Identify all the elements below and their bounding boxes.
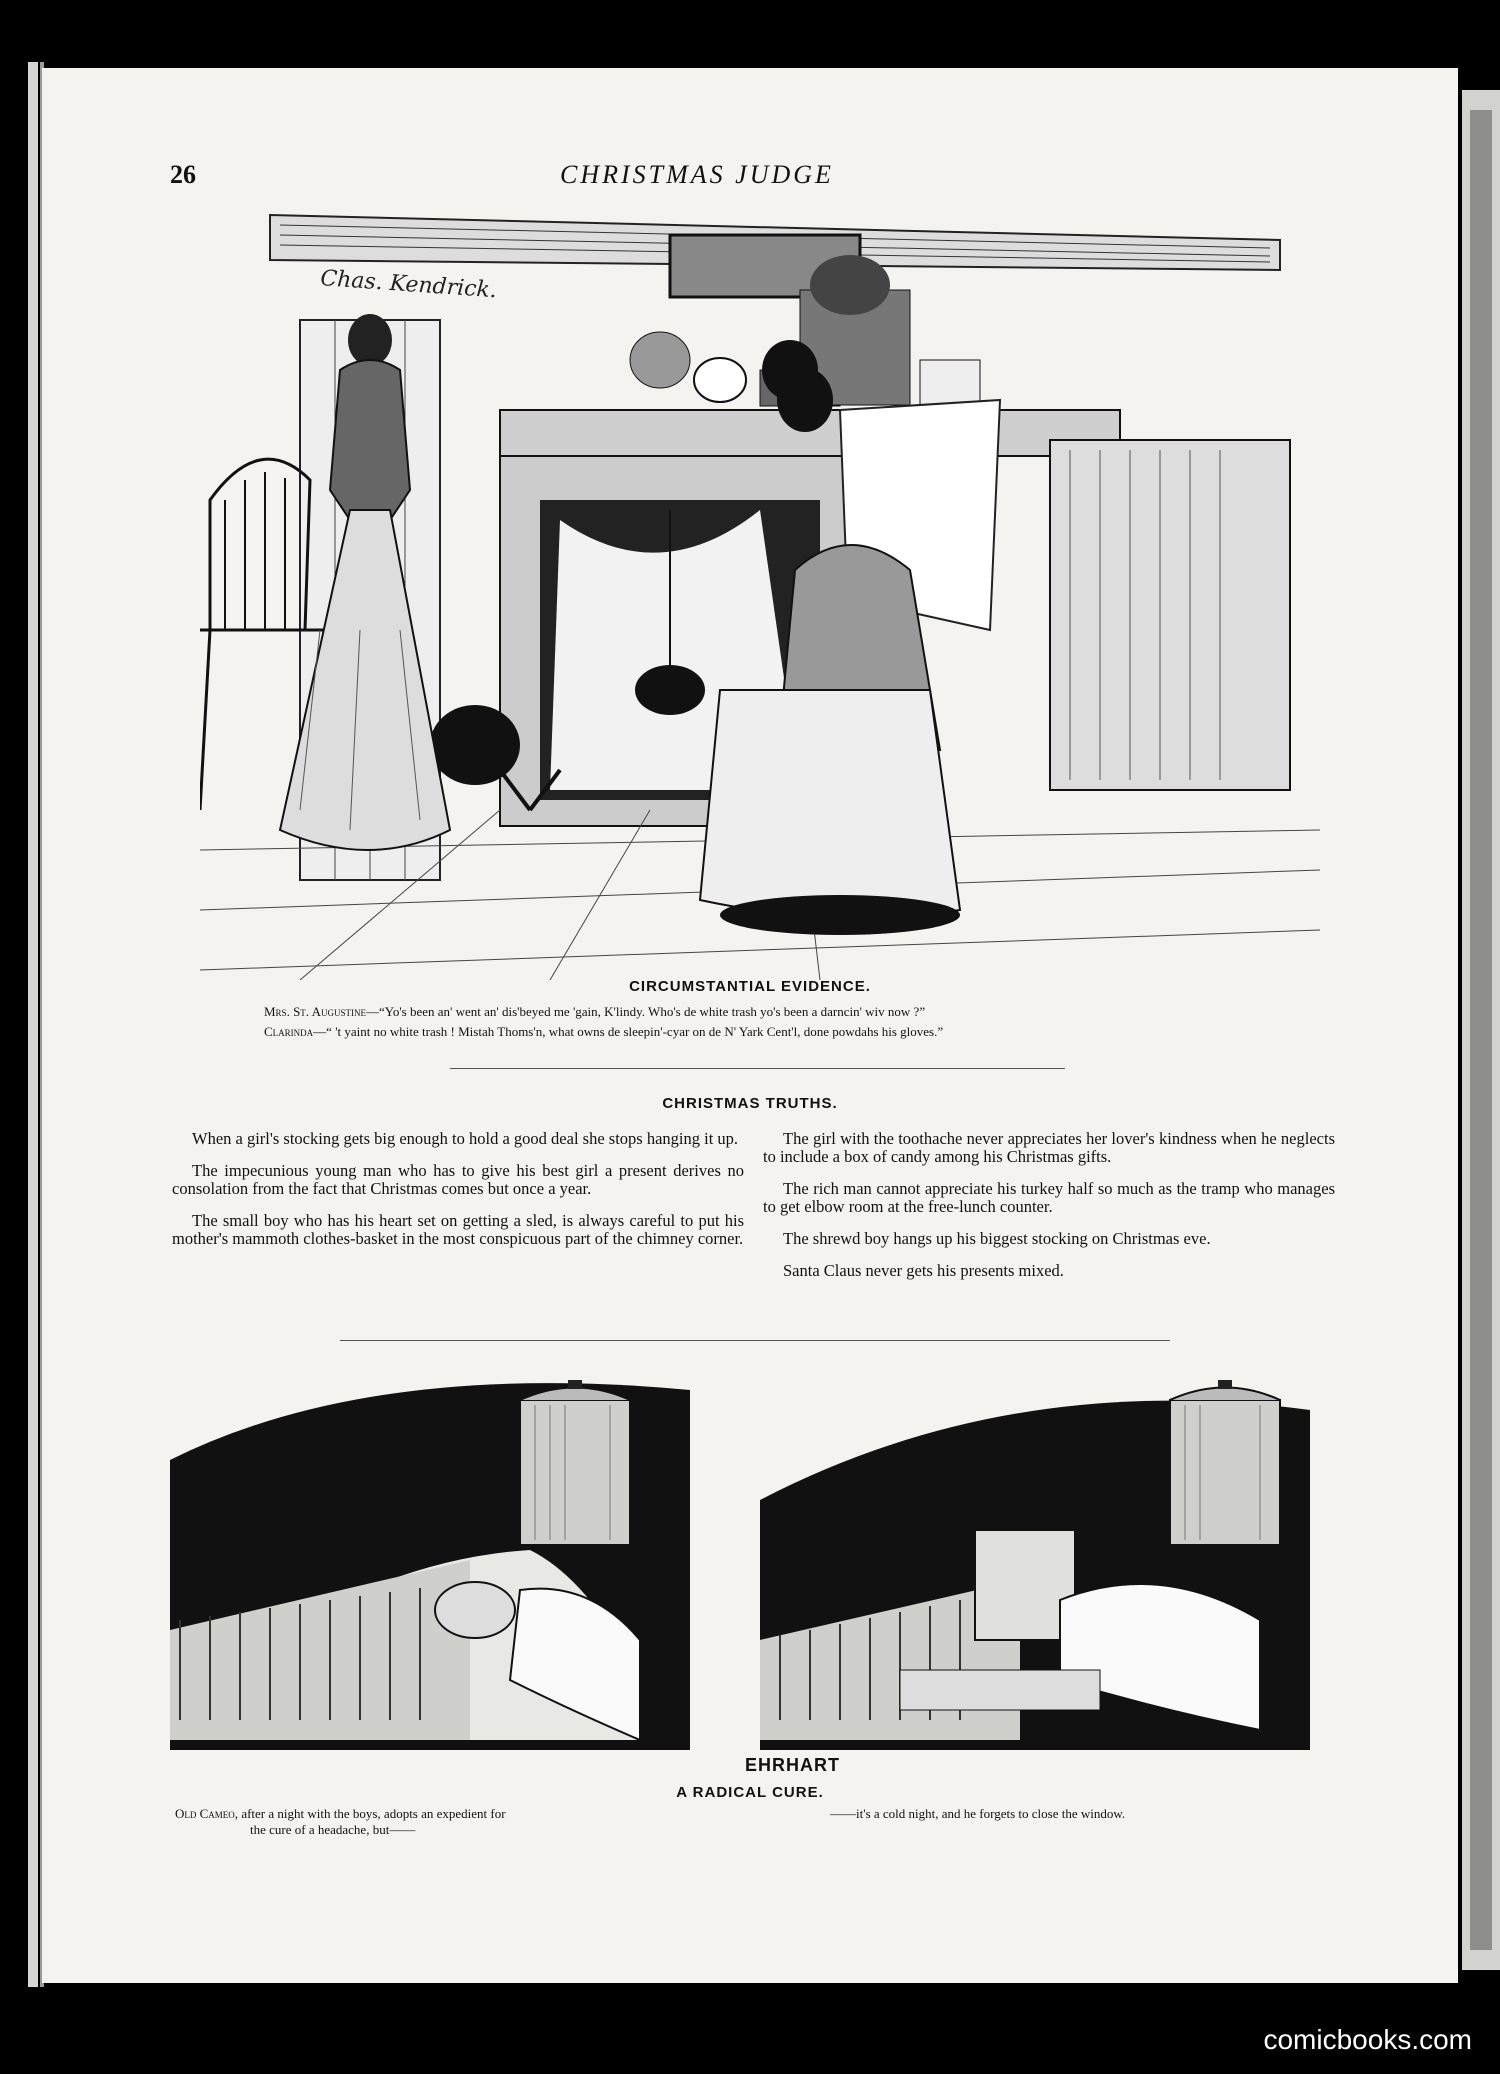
truth-paragraph: The small boy who has his heart set on getting a sled, is always careful to put his mother's mammoth clothes-basket in the most conspicuous part of the chimney corner. bbox=[172, 1211, 744, 1248]
site-watermark: comicbooks.com bbox=[1263, 2024, 1472, 2055]
top-caption-line-1 bbox=[264, 1004, 925, 1020]
top-caption-title: CIRCUMSTANTIAL EVIDENCE. bbox=[629, 978, 871, 995]
christmas-truths-right-column bbox=[763, 1130, 1335, 1294]
truth-paragraph: The girl with the toothache never appreciates her lover's kindness when he neglects to include a box of candy among his Christmas gifts. bbox=[763, 1129, 1335, 1166]
divider-rule-2 bbox=[340, 1340, 1170, 1341]
artist-signature: Chas. Kendrick. bbox=[319, 266, 498, 304]
speaker-mrs-st-augustine: Mrs. St. Augustine bbox=[264, 1004, 366, 1019]
speaker-clarinda: Clarinda bbox=[264, 1024, 314, 1039]
bottom-caption-left-line-1: Old Cameo, after a night with the boys, adopts an expedient for bbox=[175, 1806, 506, 1821]
bottom-caption-right: ——it's a cold night, and he forgets to close the window. bbox=[830, 1806, 1126, 1821]
truth-paragraph: Santa Claus never gets his presents mixed. bbox=[783, 1261, 1064, 1280]
hearth-scene-illustration bbox=[200, 210, 1320, 980]
radical-cure-panel-right bbox=[760, 1380, 1320, 1750]
dialogue-line-1: —“Yo's been an' went an' dis'beyed me 'gain, K'lindy. Who's de white trash yo's been a darncin' wiv now ?” bbox=[365, 1004, 926, 1019]
radical-cure-panel-left bbox=[170, 1380, 700, 1750]
truth-paragraph: The rich man cannot appreciate his turkey half so much as the tramp who manages to get elbow room at the free-lunch counter. bbox=[763, 1179, 1335, 1216]
truth-paragraph: When a girl's stocking gets big enough to hold a good deal she stops hanging it up. bbox=[192, 1129, 739, 1148]
top-caption-line-2 bbox=[264, 1024, 943, 1040]
bottom-caption-left bbox=[175, 1806, 675, 1838]
facing-page-gutter bbox=[1470, 110, 1492, 1950]
truth-paragraph: The shrewd boy hangs up his biggest stocking on Christmas eve. bbox=[783, 1229, 1211, 1248]
bottom-caption-left-line-2: the cure of a headache, but—— bbox=[250, 1822, 416, 1837]
running-title: CHRISTMAS JUDGE bbox=[560, 160, 834, 189]
christmas-truths-title: CHRISTMAS TRUTHS. bbox=[662, 1095, 838, 1112]
divider-rule-1 bbox=[450, 1068, 1065, 1069]
page-number: 26 bbox=[170, 160, 196, 189]
bottom-caption-title: A RADICAL CURE. bbox=[676, 1784, 824, 1801]
artist-signature-ehrhart: EHRHART bbox=[745, 1755, 840, 1775]
truth-paragraph: The impecunious young man who has to give his best girl a present derives no consolation from the fact that Christmas comes but once a year. bbox=[172, 1161, 744, 1198]
old-cameo-name: Old Cameo, bbox=[175, 1806, 239, 1821]
dialogue-line-2: —“ 't yaint no white trash ! Mistah Thoms'n, what owns de sleepin'-cyar on de N' Yark Cent'l, done powdahs his gloves.” bbox=[313, 1024, 944, 1039]
christmas-truths-left-column bbox=[172, 1130, 744, 1262]
page-edge-left bbox=[28, 62, 38, 1987]
